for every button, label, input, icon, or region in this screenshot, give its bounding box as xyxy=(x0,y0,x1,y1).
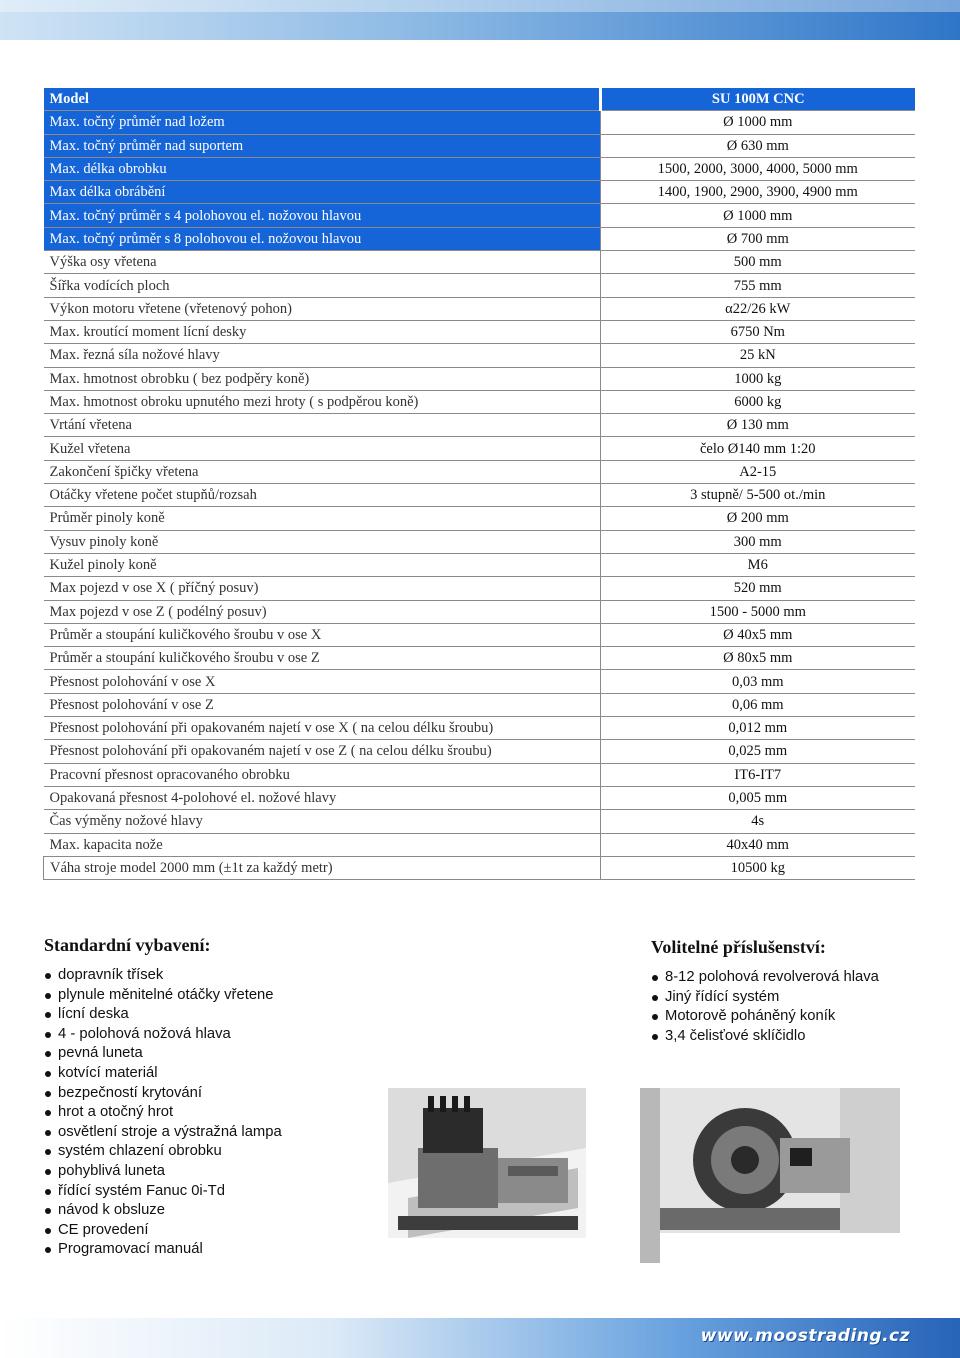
spec-label: Průměr pinoly koně xyxy=(44,507,601,530)
spec-row xyxy=(44,111,916,134)
spec-label: Opakovaná přesnost 4-polohové el. nožové hlavy xyxy=(44,786,601,809)
list-item: 4 - polohová nožová hlava xyxy=(44,1025,404,1045)
list-item: lícní deska xyxy=(44,1005,404,1025)
spec-row xyxy=(44,717,916,740)
spec-row xyxy=(44,484,916,507)
spec-label: Max pojezd v ose Z ( podélný posuv) xyxy=(44,600,601,623)
list-item: CE provedení xyxy=(44,1221,404,1241)
spec-label: Přesnost polohování při opakovaném najetí v ose X ( na celou délku šroubu) xyxy=(44,717,601,740)
list-item: plynule měnitelné otáčky vřetene xyxy=(44,986,404,1006)
spec-value: 500 mm xyxy=(600,251,915,274)
spec-label: Kužel pinoly koně xyxy=(44,553,601,576)
spec-value: Ø 200 mm xyxy=(600,507,915,530)
spec-row xyxy=(44,647,916,670)
spec-label: Max. točný průměr nad ložem xyxy=(44,111,601,134)
spec-value: A2-15 xyxy=(600,460,915,483)
spec-label: Šířka vodících ploch xyxy=(44,274,601,297)
toolpost-illustration xyxy=(388,1088,586,1263)
spec-value: 0,025 mm xyxy=(600,740,915,763)
spec-value: 520 mm xyxy=(600,577,915,600)
spec-value: 3 stupně/ 5-500 ot./min xyxy=(600,484,915,507)
spec-value: 300 mm xyxy=(600,530,915,553)
spec-row xyxy=(44,251,916,274)
spec-row xyxy=(44,553,916,576)
spec-label: Max. točný průměr s 8 polohovou el. nožovou hlavou xyxy=(44,227,601,250)
spec-row xyxy=(44,460,916,483)
spec-label: Max. řezná síla nožové hlavy xyxy=(44,344,601,367)
spec-label: Výkon motoru vřetene (vřetenový pohon) xyxy=(44,297,601,320)
standard-equipment xyxy=(44,935,404,1260)
spec-label: Zakončení špičky vřetena xyxy=(44,460,601,483)
banner-gloss xyxy=(0,0,960,12)
spec-value: 6000 kg xyxy=(600,390,915,413)
spec-label: Vysuv pinoly koně xyxy=(44,530,601,553)
list-item: Motorově poháněný koník xyxy=(651,1007,941,1027)
spec-label: Přesnost polohování v ose X xyxy=(44,670,601,693)
optional-accessories-list xyxy=(651,968,941,1046)
spec-label: Otáčky vřetene počet stupňů/rozsah xyxy=(44,484,601,507)
spec-value: 0,06 mm xyxy=(600,693,915,716)
spec-value: Ø 80x5 mm xyxy=(600,647,915,670)
spec-row xyxy=(44,390,916,413)
spec-value: 6750 Nm xyxy=(600,320,915,343)
spec-row xyxy=(44,623,916,646)
standard-equipment-title: Standardní vybavení: xyxy=(44,935,211,955)
spec-row xyxy=(44,530,916,553)
spec-row xyxy=(44,856,916,879)
list-item: Jiný řídící systém xyxy=(651,988,941,1008)
list-item: návod k obsluze xyxy=(44,1201,404,1221)
spec-row xyxy=(44,344,916,367)
spec-label: Max pojezd v ose X ( příčný posuv) xyxy=(44,577,601,600)
spec-label: Max. točný průměr nad suportem xyxy=(44,134,601,157)
spec-row xyxy=(44,157,916,180)
optional-accessories-title: Volitelné příslušenství: xyxy=(651,937,826,957)
spec-value: 0,03 mm xyxy=(600,670,915,693)
spec-value: 0,012 mm xyxy=(600,717,915,740)
spec-header-value: SU 100M CNC xyxy=(600,88,915,111)
spec-row xyxy=(44,577,916,600)
spec-label: Váha stroje model 2000 mm (±1t za každý metr) xyxy=(44,856,601,879)
spec-row xyxy=(44,600,916,623)
spec-value: 755 mm xyxy=(600,274,915,297)
top-banner xyxy=(0,0,960,40)
list-item: osvětlení stroje a výstražná lampa xyxy=(44,1123,404,1143)
spec-row xyxy=(44,204,916,227)
spec-row xyxy=(44,763,916,786)
list-item: dopravník třísek xyxy=(44,966,404,986)
spec-row xyxy=(44,507,916,530)
list-item: bezpečností krytování xyxy=(44,1084,404,1104)
optional-accessories xyxy=(651,937,941,1046)
list-item: kotvící materiál xyxy=(44,1064,404,1084)
spec-row xyxy=(44,227,916,250)
spec-value: 10500 kg xyxy=(600,856,915,879)
spec-value: 1500, 2000, 3000, 4000, 5000 mm xyxy=(600,157,915,180)
spec-row xyxy=(44,437,916,460)
spec-row xyxy=(44,367,916,390)
spec-label: Výška osy vřetena xyxy=(44,251,601,274)
spec-row xyxy=(44,740,916,763)
spec-table-body xyxy=(44,88,916,880)
machine-photo-toolpost xyxy=(388,1088,586,1263)
list-item: 8-12 polohová revolverová hlava xyxy=(651,968,941,988)
spec-label: Pracovní přesnost opracovaného obrobku xyxy=(44,763,601,786)
machine-photo-turret xyxy=(640,1088,900,1263)
spec-label: Kužel vřetena xyxy=(44,437,601,460)
spec-value: M6 xyxy=(600,553,915,576)
spec-label: Max. kapacita nože xyxy=(44,833,601,856)
list-item: řídící systém Fanuc 0i-Td xyxy=(44,1182,404,1202)
spec-value: Ø 1000 mm xyxy=(600,111,915,134)
turret-illustration xyxy=(640,1088,900,1263)
spec-label: Max. kroutící moment lícní desky xyxy=(44,320,601,343)
spec-row xyxy=(44,320,916,343)
spec-value: Ø 700 mm xyxy=(600,227,915,250)
bottom-banner xyxy=(0,1318,960,1358)
spec-label: Max. točný průměr s 4 polohovou el. nožovou hlavou xyxy=(44,204,601,227)
spec-header-label: Model xyxy=(44,88,601,111)
spec-row xyxy=(44,297,916,320)
spec-label: Přesnost polohování při opakovaném najetí v ose Z ( na celou délku šroubu) xyxy=(44,740,601,763)
spec-label: Přesnost polohování v ose Z xyxy=(44,693,601,716)
spec-row xyxy=(44,693,916,716)
spec-value: 40x40 mm xyxy=(600,833,915,856)
list-item: 3,4 čelisťové sklíčidlo xyxy=(651,1027,941,1047)
spec-label: Max. hmotnost obroku upnutého mezi hroty ( s podpěrou koně) xyxy=(44,390,601,413)
spec-value: 1500 - 5000 mm xyxy=(600,600,915,623)
list-item: pohyblivá luneta xyxy=(44,1162,404,1182)
list-item: systém chlazení obrobku xyxy=(44,1142,404,1162)
spec-row xyxy=(44,810,916,833)
list-item: pevná luneta xyxy=(44,1044,404,1064)
spec-row xyxy=(44,181,916,204)
spec-value: 1000 kg xyxy=(600,367,915,390)
spec-value: čelo Ø140 mm 1:20 xyxy=(600,437,915,460)
spec-value: 4s xyxy=(600,810,915,833)
spec-value: 0,005 mm xyxy=(600,786,915,809)
spec-label: Max. hmotnost obrobku ( bez podpěry koně) xyxy=(44,367,601,390)
spec-row xyxy=(44,274,916,297)
spec-row xyxy=(44,414,916,437)
spec-label: Průměr a stoupání kuličkového šroubu v ose X xyxy=(44,623,601,646)
spec-row xyxy=(44,670,916,693)
spec-label: Průměr a stoupání kuličkového šroubu v ose Z xyxy=(44,647,601,670)
spec-value: Ø 40x5 mm xyxy=(600,623,915,646)
spec-row xyxy=(44,786,916,809)
website-link[interactable]: www.moostrading.cz xyxy=(700,1326,910,1346)
spec-table xyxy=(43,88,915,880)
spec-value: Ø 630 mm xyxy=(600,134,915,157)
spec-value: IT6-IT7 xyxy=(600,763,915,786)
list-item: Programovací manuál xyxy=(44,1240,404,1260)
standard-equipment-list xyxy=(44,966,404,1260)
list-item: hrot a otočný hrot xyxy=(44,1103,404,1123)
spec-value: 25 kN xyxy=(600,344,915,367)
spec-value: 1400, 1900, 2900, 3900, 4900 mm xyxy=(600,181,915,204)
spec-row xyxy=(44,134,916,157)
spec-header-row xyxy=(44,88,916,111)
spec-row xyxy=(44,833,916,856)
spec-label: Čas výměny nožové hlavy xyxy=(44,810,601,833)
spec-label: Vrtání vřetena xyxy=(44,414,601,437)
spec-label: Max délka obrábění xyxy=(44,181,601,204)
spec-value: α22/26 kW xyxy=(600,297,915,320)
spec-value: Ø 1000 mm xyxy=(600,204,915,227)
spec-label: Max. délka obrobku xyxy=(44,157,601,180)
spec-value: Ø 130 mm xyxy=(600,414,915,437)
